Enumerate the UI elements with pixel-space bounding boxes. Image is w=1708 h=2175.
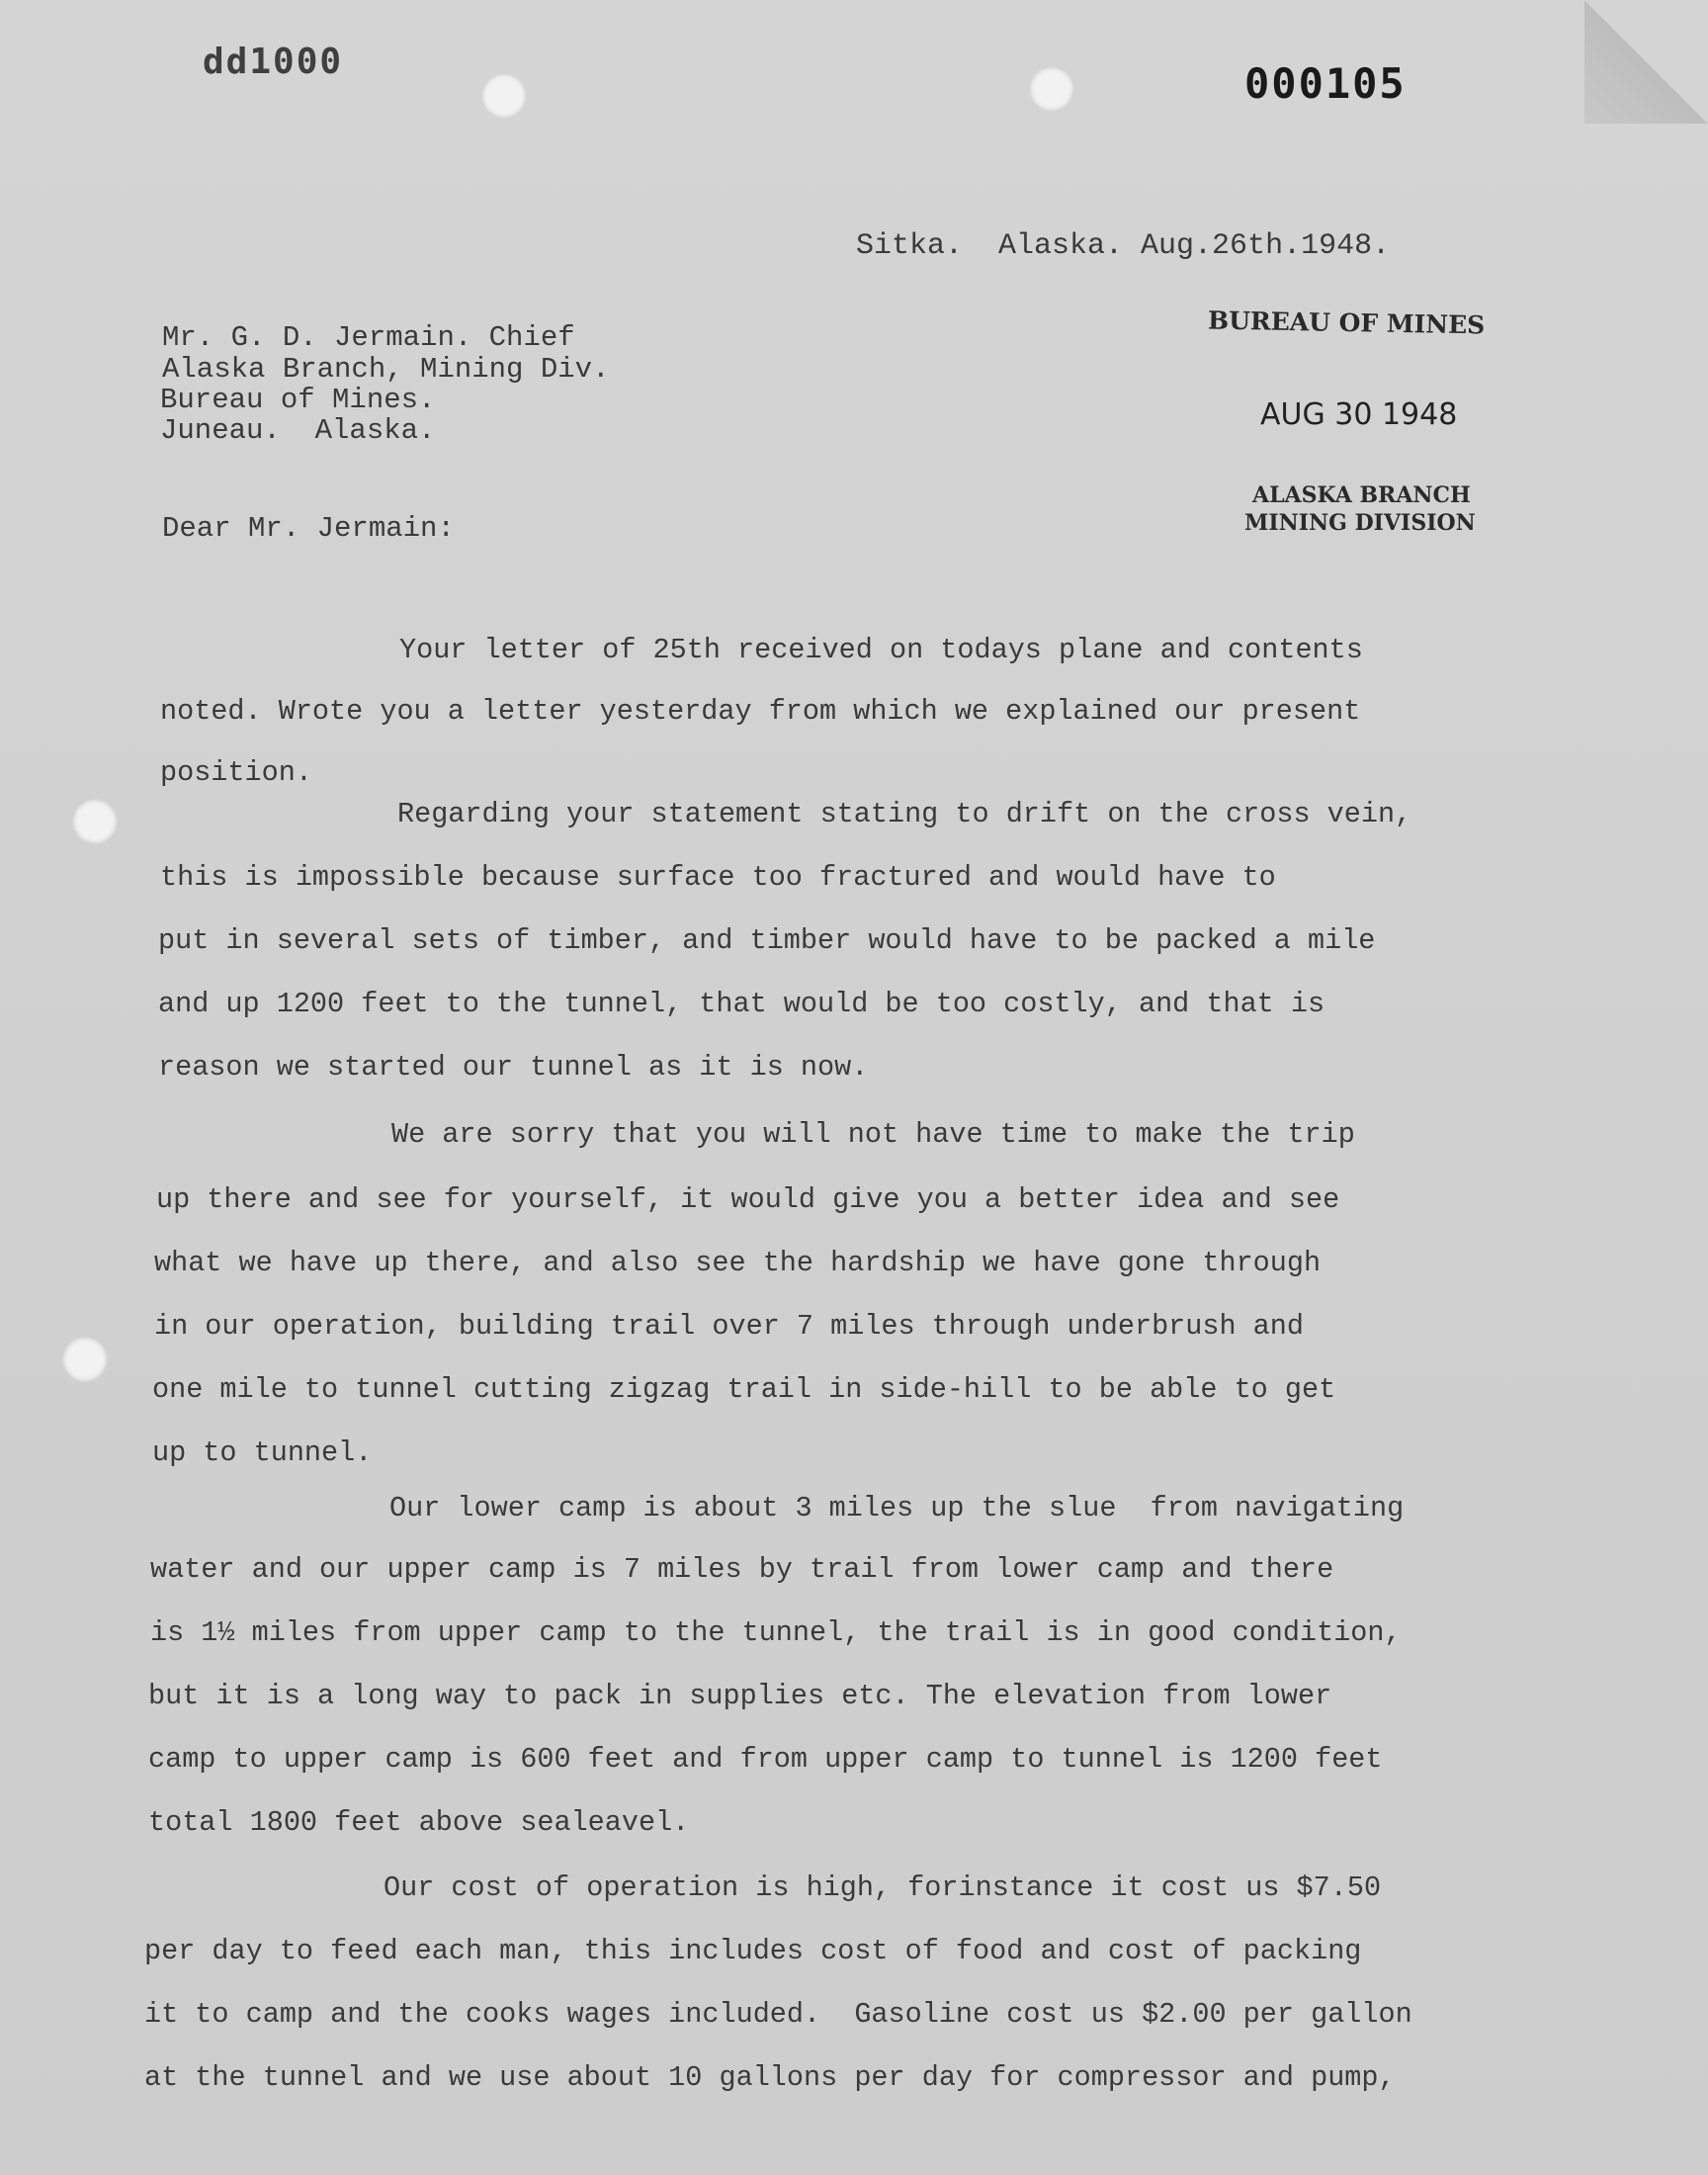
date-line: Sitka. Alaska. Aug.26th.1948. <box>856 229 1391 263</box>
stamp-branch: ALASKA BRANCH <box>1252 482 1471 508</box>
body-line: it to camp and the cooks wages included. Gasoline cost us $2.00 per gallon <box>144 1998 1412 2031</box>
address-line: Bureau of Mines. <box>160 384 436 416</box>
stamp-date: AUG 30 1948 <box>1260 397 1458 432</box>
punch-hole-left-upper <box>72 799 118 844</box>
body-line: noted. Wrote you a letter yesterday from which we explained our present <box>160 695 1361 728</box>
body-line: and up 1200 feet to the tunnel, that would be too costly, and that is <box>158 988 1325 1020</box>
body-line: up there and see for yourself, it would give you a better idea and see <box>156 1183 1340 1216</box>
body-line: this is impossible because surface too fractured and would have to <box>160 861 1276 894</box>
body-line: one mile to tunnel cutting zigzag trail in side-hill to be able to get <box>152 1373 1336 1406</box>
punch-hole-top-left <box>481 73 527 119</box>
address-line: Juneau. Alaska. <box>160 414 436 447</box>
punch-hole-left-lower <box>62 1337 108 1382</box>
body-line: Our cost of operation is high, forinstance it cost us $7.50 <box>384 1871 1382 1904</box>
body-line: We are sorry that you will not have time to make the trip <box>391 1118 1355 1151</box>
body-line: per day to feed each man, this includes cost of food and cost of packing <box>144 1935 1362 1967</box>
address-line: Alaska Branch, Mining Div. <box>162 353 610 386</box>
body-line: Our lower camp is about 3 miles up the slue from navigating <box>389 1492 1405 1524</box>
body-line: in our operation, building trail over 7 miles through underbrush and <box>154 1310 1304 1343</box>
body-line: Regarding your statement stating to drift on the cross vein, <box>397 798 1412 830</box>
body-line: but it is a long way to pack in supplies etc. The elevation from lower <box>148 1680 1332 1712</box>
body-line: total 1800 feet above sealeavel. <box>148 1806 690 1839</box>
salutation: Dear Mr. Jermain: <box>162 512 455 545</box>
top-left-number: dd1000 <box>203 42 344 82</box>
body-line: put in several sets of timber, and timber would have to be packed a mile <box>158 924 1376 957</box>
body-line: water and our upper camp is 7 miles by trail from lower camp and there <box>150 1553 1334 1586</box>
body-line: reason we started our tunnel as it is now. <box>158 1051 869 1084</box>
body-line: up to tunnel. <box>152 1436 373 1469</box>
address-line: Mr. G. D. Jermain. Chief <box>162 321 575 354</box>
body-line: camp to upper camp is 600 feet and from upper camp to tunnel is 1200 feet <box>148 1743 1383 1776</box>
body-line: at the tunnel and we use about 10 gallons per day for compressor and pump, <box>144 2061 1396 2094</box>
page-number: 000105 <box>1244 59 1407 108</box>
folded-corner <box>1584 0 1708 124</box>
body-line: position. <box>160 756 312 789</box>
stamp-org: BUREAU OF MINES <box>1207 305 1486 340</box>
body-line: what we have up there, and also see the hardship we have gone through <box>154 1247 1322 1279</box>
punch-hole-top-right <box>1029 66 1074 112</box>
body-line: Your letter of 25th received on todays plane and contents <box>399 634 1363 666</box>
body-line: is 1½ miles from upper camp to the tunnel, the trail is in good condition, <box>150 1616 1402 1649</box>
stamp-division: MINING DIVISION <box>1244 510 1476 536</box>
